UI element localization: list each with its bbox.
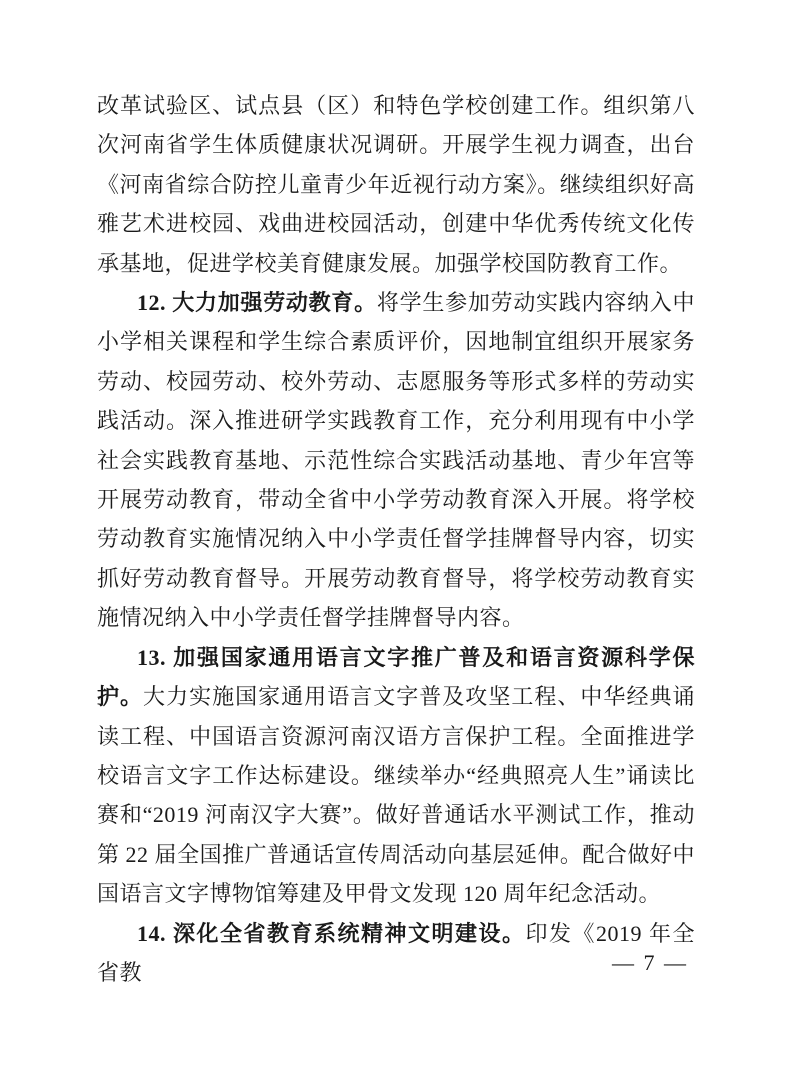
paragraph-13-heading: 13. 加强国家通用语言文字推广普及和语言资源科学保护。 — [97, 644, 695, 710]
paragraph-item-14 — [97, 914, 695, 993]
paragraph-12-body: 将学生参加劳动实践内容纳入中小学相关课程和学生综合素质评价，因地制宜组织开展家务劳动、校园劳动、校外劳动、志愿服务等形式多样的劳动实践活动。深入推进研学实践教育工作，充分利用现有中小学社会实践教育基地、示范性综合实践活动基地、青少年宫等开展劳动教育，带动全省中小学劳动教育深入开展。将学校劳动教育实施情况纳入中小学责任督学挂牌督导内容，切实抓好劳动教育督导。开展劳动教育督导，将学校劳动教育实施情况纳入中小学责任督学挂牌督导内容。 — [97, 290, 695, 631]
page-number: — 7 — — [612, 950, 688, 975]
paragraph-14-heading: 14. 深化全省教育系统精神文明建设。 — [137, 920, 526, 946]
paragraph-continued-text: 改革试验区、试点县（区）和特色学校创建工作。组织第八次河南省学生体质健康状况调研。开展学生视力调查，出台《河南省综合防控儿童青少年近视行动方案》。继续组织好高雅艺术进校园、戏曲进校园活动，创建中华优秀传统文化传承基地，促进学校美育健康发展。加强学校国防教育工作。 — [97, 93, 695, 276]
paragraph-continued — [97, 86, 695, 283]
paragraph-14-body: 印发《2019 年全省教 — [97, 920, 695, 985]
paragraph-item-12 — [97, 283, 695, 638]
paragraph-12-heading: 12. 大力加强劳动教育。 — [137, 290, 377, 316]
document-body — [97, 86, 695, 992]
paragraph-item-13 — [97, 638, 695, 914]
paragraph-13-body: 大力实施国家通用语言文字普及攻坚工程、中华经典诵读工程、中国语言资源河南汉语方言保护工程。全面推进学校语言文字工作达标建设。继续举办“经典照亮人生”诵读比赛和“2019 河南汉字大赛”。做好普通话水平测试工作，推动第 22 届全国推广普通话宣传周活动向基层延伸。配合做好中国语言文字博物馆筹建及甲骨文发现 120 周年纪念活动。 — [97, 684, 695, 907]
